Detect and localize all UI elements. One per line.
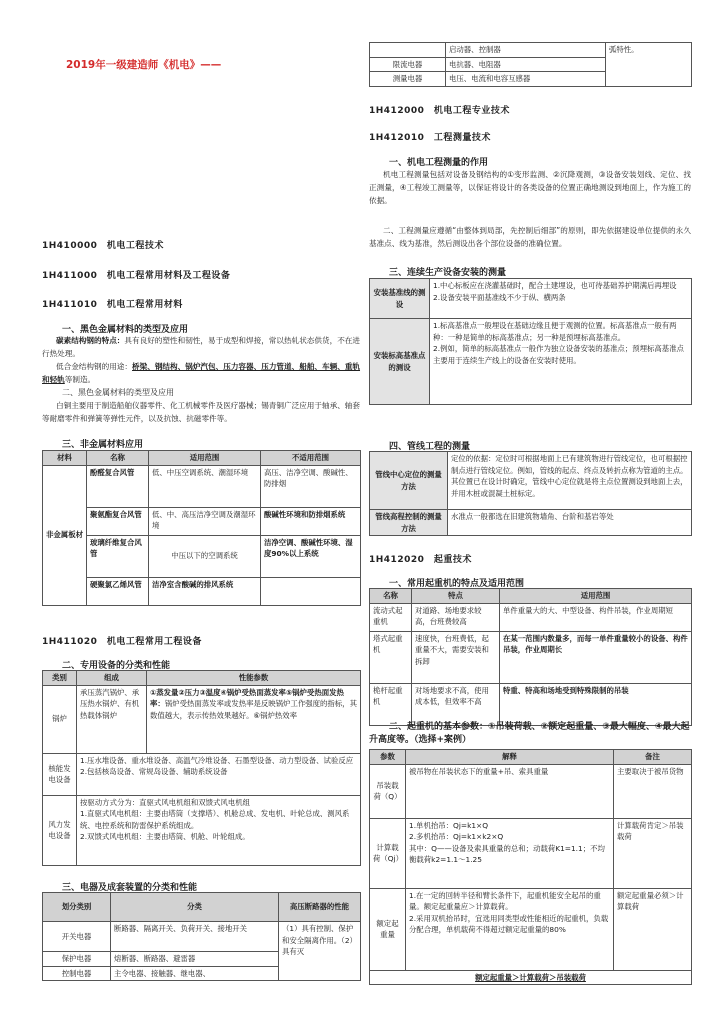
table-cell: 测量电器 [370, 72, 446, 87]
table-cell: 断路器、隔离开关、负荷开关、接地开关 [111, 922, 279, 952]
th-type: 分类 [111, 893, 279, 922]
table-cell [261, 577, 361, 605]
boiler-performance-params: ①蒸发量②压力③温度④锅炉受热面蒸发率⑤锅炉受热面发热率： [150, 687, 344, 708]
document-title: 2019年一级建造师《机电》—— [66, 59, 222, 71]
electrical-table-continued [369, 42, 691, 87]
th-name: 名称 [87, 451, 149, 466]
table-cell: 对场地要求不高，使用成本低，但效率不高 [412, 683, 500, 725]
heading-1h411000: 1H411000 机电工程常用材料及工程设备 [42, 271, 231, 281]
heading-1h412010: 1H412010 工程测量技术 [369, 133, 491, 143]
pipeline-survey-table [369, 451, 691, 536]
section-ferrous-2-title: 二、黑色金属材料的类型及应用 [62, 388, 174, 397]
boiler-performance-desc: 锅炉受热面蒸发率或发热率是反映锅炉工作强度的指标，其数值越大，表示传热效果越好。⑥锅炉热效率 [150, 699, 357, 720]
table-cell: 在某一范围内数量多，而每一单件重量较小的设备、构件吊装，作业周期长 [500, 631, 692, 683]
carbon-steel-label: 碳素结构钢的特点： [56, 336, 125, 345]
table-cell: 聚氨酯复合风管 [87, 507, 149, 535]
equipment-table [42, 670, 360, 866]
section-crane-params-title: 二、起重机的基本参数：①吊装荷载、②额定起重量、③最大幅度、④最大起升高度等。（选择+案例） [369, 722, 690, 745]
table-cell: 1.在一定的回转半径和臂长条件下，起重机能安全起吊的重量。额定起重量应＞计算载荷。 2.采用双机抬吊时，宜选用同类型或性能相近的起重机，负载分配合理，单机载荷不得超过额定起重量的80% [406, 888, 614, 970]
table-cell: 对道路、场地要求较高，台班费较高 [412, 603, 500, 631]
table-cell: 承压蒸汽锅炉、承压热水锅炉、有机热载体锅炉 [77, 685, 147, 753]
heading-1h412020: 1H412020 起重技术 [369, 555, 472, 565]
table-cell: 电抗器、电阻器 [446, 57, 606, 72]
table-cell: 玻璃纤维复合风管 [87, 535, 149, 577]
table-cell: 主要取决于被吊货物 [614, 764, 692, 818]
th-material: 材料 [43, 451, 87, 466]
heading-1h412000: 1H412000 机电工程专业技术 [369, 106, 510, 116]
table-cell: 开关电器 [43, 922, 111, 952]
th-category: 类别 [43, 671, 77, 686]
section-ferrous-title: 一、黑色金属材料的类型及应用 [62, 325, 189, 335]
table-cell: 1.压水堆设备、重水堆设备、高温气冷堆设备、石墨型设备、动力型设备、试验反应 2.包括核岛设备、常规岛设备、辅助系统设备 [77, 753, 361, 795]
table-cell: 定位的依据：定位时可根据地面上已有建筑物进行管线定位，也可根据控制点进行管线定位。例如，管线的起点、终点及转折点称为管道的主点。其位置已在设计时确定，管线中心定位就是将主点位置测设到地面上去，并用木桩或混凝土桩标定。 [448, 452, 692, 510]
nonmetal-table [42, 450, 360, 606]
section-pipeline-title: 四、管线工程的测量 [389, 442, 471, 452]
table-cell: 管线高程控制的测量方法 [370, 510, 448, 536]
section-continuous-production-title: 三、连续生产设备安装的测量 [389, 268, 507, 278]
table-cell: 熔断器、断路器、避雷器 [111, 952, 279, 967]
th-crane-use: 适用范围 [500, 589, 692, 604]
crane-params-summary: 额定起重量＞计算载荷＞吊装载荷 [370, 970, 692, 985]
list-item: 1.标高基准点一般埋设在基础边缘且便于观测的位置。标高基准点一般有两种：一种是简单的标高基准点；另一种是预埋标高基准点。 [433, 321, 677, 342]
table-cell: 电压、电流和电容互感器 [446, 72, 606, 87]
th-nouse: 不适用范围 [261, 451, 361, 466]
table-cell [430, 279, 692, 319]
table-cell: 控制电器 [43, 966, 111, 981]
table-cell: 特重、特高和场地受到特殊限制的吊装 [500, 683, 692, 725]
th-performance: 性能参数 [147, 671, 361, 686]
table-cell: 1.单机抬吊：Qj=k1×Q 2.多机抬吊：Qj=k1×k2×Q 其中：Q——设备及索具重量的总和；动载荷K1=1.1；不均衡载荷k2=1.1～1.25 [406, 818, 614, 888]
table-cell: 保护电器 [43, 952, 111, 967]
carbon-steel-text: 具有良好的塑性和韧性，易于成型和焊接，常以热轧状态供货，不在进行热处理。 [42, 336, 361, 358]
table-cell: 酸碱性环境和防排烟系统 [261, 507, 361, 535]
table-cell: 吊装载荷（Q） [370, 764, 406, 818]
material-group: 非金属板材 [43, 465, 87, 605]
table-cell: 水准点一般都选在旧建筑物墙角、台阶和基岩等处 [448, 510, 692, 536]
th-composition: 组成 [77, 671, 147, 686]
th-breaker-performance: 高压断路器的性能 [279, 893, 361, 922]
th-use: 适用范围 [149, 451, 261, 466]
section-survey-role-title: 一、机电工程测量的作用 [389, 158, 489, 168]
boiler-performance [147, 685, 361, 753]
low-alloy-label: 低合金结构钢的用途： [56, 362, 133, 371]
table-cell: 管线中心定位的测量方法 [370, 452, 448, 510]
table-cell [370, 43, 446, 58]
section-electrical-title: 三、电器及成套装置的分类和性能 [62, 883, 198, 893]
list-item: 1.中心标板应在浇灌基础时，配合土建埋设，也可待基础养护期满后再埋设 [433, 281, 677, 290]
low-alloy-uses: 桥梁、钢结构、锅炉汽包、压力容器、压力管道、船舶、车辆、重轨和轻轨 [42, 362, 361, 384]
table-cell: 弧特性。 [606, 43, 692, 87]
table-cell: 风力发电设备 [43, 795, 77, 865]
table-cell: 计算载荷肯定＞吊装载荷 [614, 818, 692, 888]
installation-survey-table [369, 278, 691, 405]
table-cell: 主令电器、接触器、继电器、 [111, 966, 279, 981]
table-cell: 桅杆起重机 [370, 683, 412, 725]
table-cell: 硬聚氯乙烯风管 [87, 577, 149, 605]
table-cell [430, 319, 692, 405]
table-cell: 中压以下的空调系统 [149, 535, 261, 577]
table-cell: 被吊物在吊装状态下的重量+吊、索具重量 [406, 764, 614, 818]
table-cell: 低、中压空调系统、潮湿环境 [149, 465, 261, 507]
paragraph-copper: 白铜主要用于制造船舶仪器零件、化工机械零件及医疗器械；锡青铜广泛应用于轴承、轴套等耐磨零件和弹簧等弹性元件，以及抗蚀、抗磁零件等。 [42, 401, 360, 423]
table-cell: 安装基准线的测设 [370, 279, 430, 319]
table-cell: 额定起重量 [370, 888, 406, 970]
list-item: 2.例如，简单的标高基准点一般作为独立设备安装的基准点；预埋标高基准点主要用于连续生产线上的设备在安装时使用。 [433, 344, 684, 365]
paragraph-low-alloy [42, 360, 360, 386]
crane-params-table [369, 749, 691, 985]
th-crane-name: 名称 [370, 589, 412, 604]
table-cell: 按驱动方式分为：直驱式风电机组和双馈式风电机组 1.直驱式风电机组：主要由塔筒（支撑塔）、机舱总成、发电机、叶轮总成、测风系统、电控系统和防雷保护系统组成。 2.双馈式风电机组：主要由塔筒、机舱、叶轮组成。 [77, 795, 361, 865]
heading-1h411020: 1H411020 机电工程常用工程设备 [42, 637, 202, 647]
table-cell: 计算载荷（Qj） [370, 818, 406, 888]
list-item: 2.设备安装平面基准线不少于纵、横两条 [433, 292, 566, 302]
paragraph-carbon-steel [42, 334, 360, 360]
section-cranes-title: 一、常用起重机的特点及适用范围 [389, 579, 525, 589]
table-cell: 限流电器 [370, 57, 446, 72]
table-cell: 洁净室含酸碱的排风系统 [149, 577, 261, 605]
table-cell: 安装标高基准点的测设 [370, 319, 430, 405]
low-alloy-suffix: 等制造。 [64, 375, 96, 384]
th-note: 备注 [614, 750, 692, 765]
heading-1h410000: 1H410000 机电工程技术 [42, 241, 164, 251]
table-cell: 额定起重量必须＞计算载荷 [614, 888, 692, 970]
table-cell: 锅炉 [43, 685, 77, 753]
table-cell: 高压、洁净空调、酸碱性、防排烟 [261, 465, 361, 507]
table-cell: （1）具有控制、保护和安全隔离作用。（2）具有灭 [279, 922, 361, 981]
table-cell: 启动器、控制器 [446, 43, 606, 58]
table-cell: 塔式起重机 [370, 631, 412, 683]
paragraph-survey-role: 机电工程测量包括对设备及钢结构的①变形监测、②沉降观测，③设备安装划线、定位、找正测量，④工程竣工测量等，以保证将设计的各类设备的位置正确地测设到地面上，作为施工的依据。 [369, 170, 691, 205]
th-crane-feature: 特点 [412, 589, 500, 604]
table-cell: 速度快，台班费低，起重量不大，需要安装和拆卸 [412, 631, 500, 683]
electrical-table [42, 892, 360, 981]
table-cell: 低、中、高压洁净空调及潮湿环境 [149, 507, 261, 535]
paragraph-survey-principle: 二、工程测量应遵循“由整体到局部，先控制后细部”的原则，即先依据建设单位提供的永久基准点、线为基准，然后测设出各个部位设备的准确位置。 [369, 226, 691, 248]
table-cell: 酚醛复合风管 [87, 465, 149, 507]
crane-table [369, 588, 691, 726]
th-param: 参数 [370, 750, 406, 765]
table-cell: 流动式起重机 [370, 603, 412, 631]
section-nonmetal-title: 三、非金属材料应用 [62, 440, 144, 450]
th-class: 划分类别 [43, 893, 111, 922]
table-cell: 核能发电设备 [43, 753, 77, 795]
heading-1h411010: 1H411010 机电工程常用材料 [42, 300, 183, 310]
table-cell: 洁净空调、酸碱性环境、湿度90%以上系统 [261, 535, 361, 577]
section-special-equipment-title: 二、专用设备的分类和性能 [62, 661, 171, 671]
table-cell: 单件重量大的大、中型设备、构件吊装，作业周期短 [500, 603, 692, 631]
th-explanation: 解释 [406, 750, 614, 765]
